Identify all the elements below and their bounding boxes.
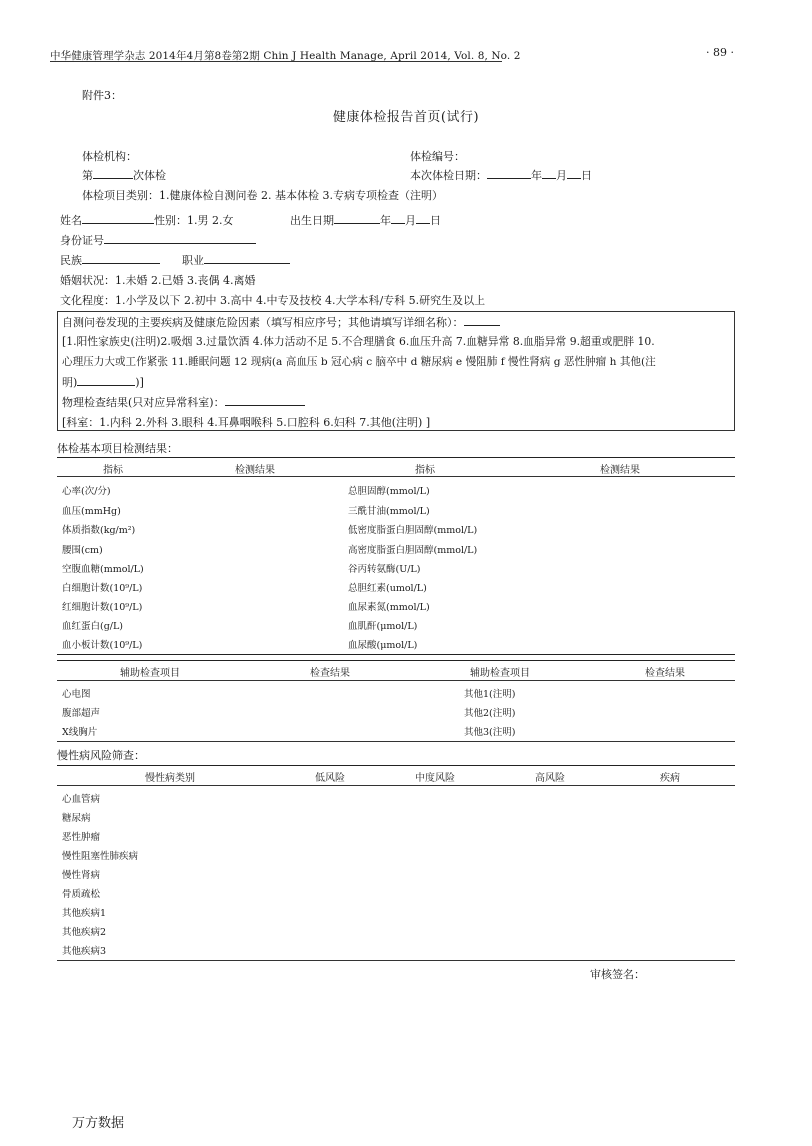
basic-table-top-rule — [57, 457, 735, 458]
basic-left-item: 白细胞计数(10⁹/L) — [62, 583, 143, 594]
attachment-label: 附件3： — [82, 89, 122, 102]
birth-day-blank[interactable] — [416, 213, 430, 224]
questionnaire-line4 — [62, 374, 144, 390]
aux-left-item: 心电图 — [62, 689, 91, 700]
questionnaire-line4-suffix: )] — [135, 376, 144, 389]
name-row — [60, 212, 234, 228]
questionnaire-line4-prefix: 明) — [62, 376, 78, 389]
basic-right-item: 谷丙转氨酶(U/L) — [348, 564, 421, 575]
institution-label: 体检机构： — [82, 150, 137, 163]
exam-items-category: 体检项目类别：1.健康体检自测问卷 2. 基本体检 3.专病专项检查（注明） — [82, 189, 443, 202]
ethnicity-blank[interactable] — [82, 253, 160, 264]
birth-row — [290, 212, 441, 228]
questionnaire-box — [57, 311, 735, 431]
chronic-item: 其他疾病2 — [62, 927, 107, 938]
exam-date-label: 本次体检日期： — [410, 169, 487, 182]
page-number: · 89 · — [706, 46, 734, 59]
aux-header-result-right: 检查结果 — [645, 668, 685, 679]
journal-header: 中华健康管理学杂志 2014年4月第8卷第2期 Chin J Health Manage, April 2014, Vol. 8, No. 2 — [50, 50, 521, 62]
ethnicity-label: 民族 — [60, 254, 82, 267]
basic-left-item: 体质指数(kg/m²) — [62, 525, 136, 536]
other-disease-blank[interactable] — [77, 375, 135, 386]
marital-status: 婚姻状况：1.未婚 2.已婚 3.丧偶 4.离婚 — [60, 274, 256, 287]
exam-year-label: 年 — [531, 169, 542, 182]
chronic-header-medium: 中度风险 — [415, 773, 455, 784]
id-blank[interactable] — [104, 233, 256, 244]
exam-day-blank[interactable] — [567, 168, 581, 179]
aux-right-item: 其他1(注明) — [464, 689, 516, 700]
occupation-label: 职业 — [182, 254, 204, 267]
birth-month-label: 月 — [405, 214, 416, 227]
chronic-item: 慢性阻塞性肺疾病 — [62, 851, 139, 862]
nth-blank[interactable] — [93, 168, 133, 179]
aux-right-item: 其他3(注明) — [464, 727, 516, 738]
exam-month-label: 月 — [556, 169, 567, 182]
basic-right-item: 总胆固醇(mmol/L) — [348, 486, 430, 497]
reviewer-signature-label: 审核签名： — [590, 968, 645, 981]
aux-table-header-rule — [57, 680, 735, 681]
questionnaire-line2: [1.阳性家族史(注明)2.吸烟 3.过量饮酒 4.体力活动不足 5.不合理膳食 6.血压升高 7.血糖异常 8.血脂异常 9.超重或肥胖 10. — [62, 335, 655, 348]
id-label: 身份证号 — [60, 234, 104, 247]
exam-day-label: 日 — [581, 169, 592, 182]
basic-right-item: 三酰甘油(mmol/L) — [348, 506, 430, 517]
chronic-item: 其他疾病3 — [62, 946, 107, 957]
birth-month-blank[interactable] — [391, 213, 405, 224]
chronic-section-title: 慢性病风险筛查： — [57, 749, 145, 762]
aux-table-rule-b — [57, 660, 735, 661]
basic-table-header-rule — [57, 476, 735, 477]
aux-left-item: 腹部超声 — [62, 708, 101, 719]
basic-left-item: 血红蛋白(g/L) — [62, 621, 124, 632]
risk-factors-blank[interactable] — [464, 315, 500, 326]
chronic-table-bottom-rule — [57, 960, 735, 961]
name-blank[interactable] — [82, 213, 154, 224]
chronic-item: 恶性肿瘤 — [62, 832, 101, 843]
physical-exam-label: 物理检查结果(只对应异常科室)： — [62, 396, 225, 409]
basic-left-item: 空腹血糖(mmol/L) — [62, 564, 144, 575]
chronic-header-low: 低风险 — [315, 773, 345, 784]
name-label: 姓名 — [60, 214, 82, 227]
basic-header-indicator-right: 指标 — [415, 465, 435, 476]
basic-header-indicator-left: 指标 — [103, 465, 123, 476]
chronic-item: 其他疾病1 — [62, 908, 107, 919]
nth-suffix: 次体检 — [133, 169, 166, 182]
questionnaire-line3: 心理压力大或工作紧张 11.睡眠问题 12 现病(a 高血压 b 冠心病 c 脑卒中 d 糖尿病 e 慢阻肺 f 慢性肾病 g 恶性肿瘤 h 其他(注 — [62, 356, 656, 368]
aux-table-bottom-rule — [57, 741, 735, 742]
aux-left-item: X线胸片 — [62, 727, 98, 738]
header-rule — [50, 61, 502, 62]
id-row — [60, 232, 256, 248]
chronic-header-disease: 疾病 — [660, 773, 680, 784]
exam-number-label: 体检编号： — [410, 150, 465, 163]
basic-header-result-right: 检测结果 — [600, 465, 640, 476]
basic-left-item: 红细胞计数(10⁹/L) — [62, 602, 143, 613]
basic-left-item: 血压(mmHg) — [62, 506, 121, 517]
occupation-blank[interactable] — [204, 253, 290, 264]
aux-table-rule-a — [57, 654, 735, 655]
basic-header-result-left: 检测结果 — [235, 465, 275, 476]
birth-day-label: 日 — [430, 214, 441, 227]
basic-left-item: 血小板计数(10⁹/L) — [62, 640, 143, 651]
chronic-header-high: 高风险 — [535, 773, 565, 784]
chronic-header-category: 慢性病类别 — [145, 773, 195, 784]
ethnicity-row — [60, 252, 290, 268]
chronic-table-top-rule — [57, 765, 735, 766]
basic-right-item: 血肌酐(μmol/L) — [348, 621, 418, 632]
chronic-item: 骨质疏松 — [62, 889, 101, 900]
questionnaire-intro: 自测问卷发现的主要疾病及健康危险因素（填写相应序号；其他请填写详细名称）： — [62, 316, 464, 329]
basic-right-item: 血尿酸(μmol/L) — [348, 640, 418, 651]
birth-year-label: 年 — [380, 214, 391, 227]
aux-header-item-right: 辅助检查项目 — [470, 668, 530, 679]
basic-right-item: 低密度脂蛋白胆固醇(mmol/L) — [348, 525, 478, 536]
nth-exam — [82, 167, 166, 183]
chronic-item: 心血管病 — [62, 794, 101, 805]
exam-month-blank[interactable] — [542, 168, 556, 179]
chronic-table-header-rule — [57, 785, 735, 786]
chronic-item: 慢性肾病 — [62, 870, 101, 881]
physical-exam-blank[interactable] — [225, 395, 305, 406]
gender-label: 性别：1.男 2.女 — [154, 214, 234, 227]
aux-header-item-left: 辅助检查项目 — [120, 668, 180, 679]
questionnaire-line1 — [62, 314, 500, 330]
page-title: 健康体检报告首页(试行) — [332, 110, 480, 125]
nth-prefix: 第 — [82, 169, 93, 182]
basic-left-item: 心率(次/分) — [62, 486, 111, 497]
birth-year-blank[interactable] — [334, 213, 380, 224]
basic-right-item: 高密度脂蛋白胆固醇(mmol/L) — [348, 545, 478, 556]
watermark: 万方数据 — [72, 1116, 125, 1131]
questionnaire-line5 — [62, 394, 305, 410]
basic-section-title: 体检基本项目检测结果： — [57, 442, 178, 455]
exam-year-blank[interactable] — [487, 168, 531, 179]
questionnaire-line6: [科室：1.内科 2.外科 3.眼科 4.耳鼻咽喉科 5.口腔科 6.妇科 7.其他(注明) ] — [62, 416, 431, 429]
education-level: 文化程度：1.小学及以下 2.初中 3.高中 4.中专及技校 4.大学本科/专科 5.研究生及以上 — [60, 294, 486, 307]
aux-right-item: 其他2(注明) — [464, 708, 516, 719]
basic-right-item: 总胆红素(umol/L) — [348, 583, 427, 594]
exam-date — [410, 167, 592, 183]
birth-label: 出生日期 — [290, 214, 334, 227]
basic-left-item: 腰围(cm) — [62, 545, 103, 556]
chronic-item: 糖尿病 — [62, 813, 91, 824]
basic-right-item: 血尿素氮(mmol/L) — [348, 602, 430, 613]
aux-header-result-left: 检查结果 — [310, 668, 350, 679]
